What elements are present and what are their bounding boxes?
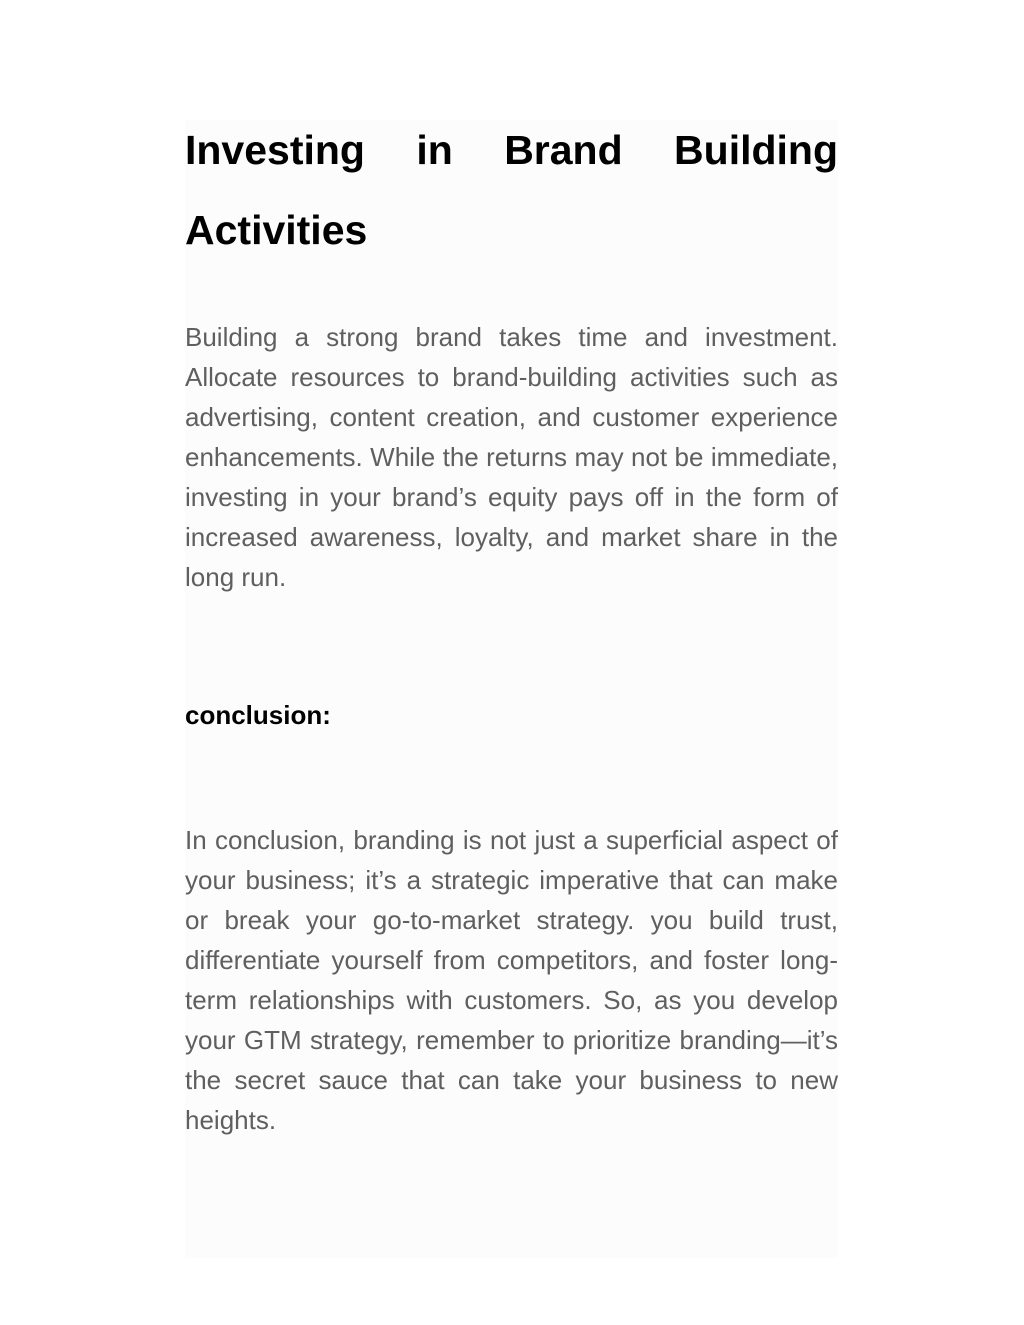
- article-heading: Investing in Brand Building Activities: [185, 127, 838, 253]
- paragraph-brand-investment: Building a strong brand takes time and investment. Allocate resources to brand-building activities such as advertising, content creation, and customer experience enhancements. While the returns may not be immediate, investing in your brand’s equity pays off in the form of increased awareness, loyalty, and market share in the long run.: [185, 322, 838, 592]
- conclusion-heading: conclusion:: [185, 700, 331, 730]
- paragraph-conclusion: In conclusion, branding is not just a superficial aspect of your business; it’s a strategic imperative that can make or break your go-to-market strategy. you build trust, differentiate yourself from competitors, and foster long-term relationships with customers. So, as you develop your GTM strategy, remember to prioritize branding—it’s the secret sauce that can take your business to new heights.: [185, 825, 838, 1135]
